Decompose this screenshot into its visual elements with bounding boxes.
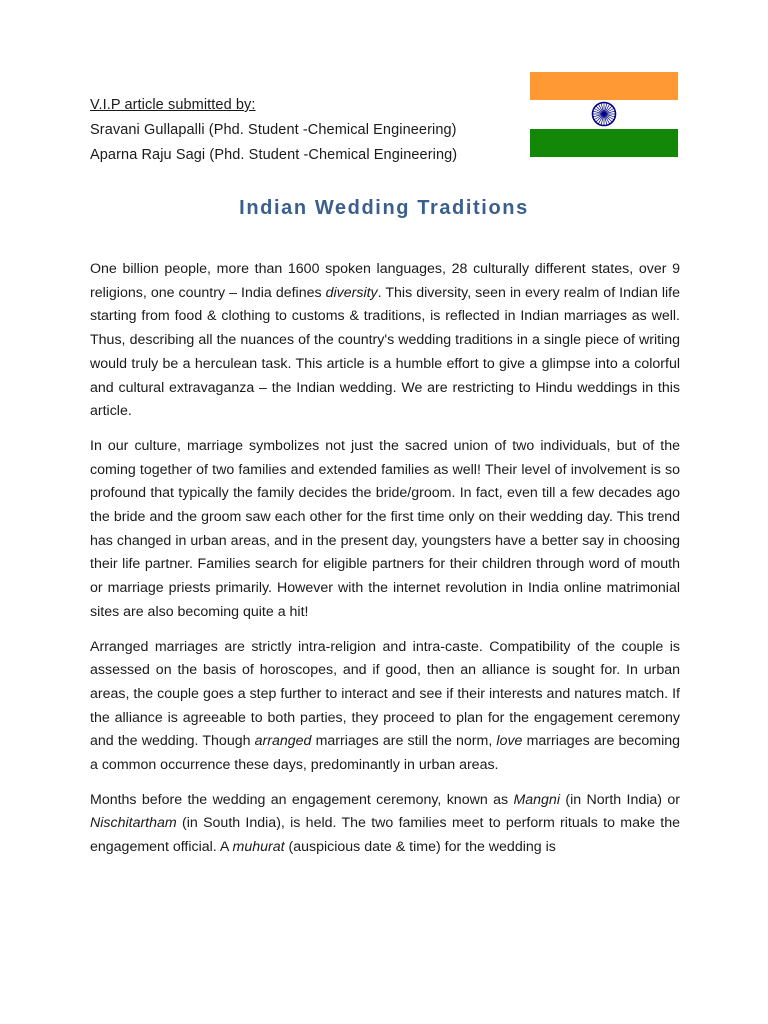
paragraph-1-text-a: One billion people, more than 1600 spoken languages, 28 culturally different states, over 9 religions, one country – India defines [90, 261, 680, 301]
paragraph-3-italic-love: love [496, 733, 523, 750]
flag-saffron-band [530, 72, 678, 100]
paragraph-4-italic-nischitartham: Nischitartham [90, 815, 177, 832]
paragraph-4-text-g: (auspicious date & time) for the wedding is [284, 839, 556, 856]
paragraph-4-italic-mangni: Mangni [513, 791, 560, 808]
paragraph-3-italic-arranged: arranged [254, 733, 312, 750]
author-line-1: Sravani Gullapalli (Phd. Student -Chemical Engineering) [90, 122, 457, 138]
article-body [90, 258, 680, 871]
paragraph-1-text-c: . This diversity, seen in every realm of Indian life starting from food & clothing to customs & traditions, is reflected in Indian marriages as well. Thus, describing all the nuances of the country's wedding traditions in a single piece of writing would truly be a herculean task. This article is a humble effort to give a glimpse into a colorful and cultural extravaganza – the Indian wedding. We are restricting to Hindu weddings in this article. [90, 284, 681, 420]
paragraph-2: In our culture, marriage symbolizes not just the sacred union of two individuals, but of the coming together of two families and extended families as well! Their level of involvement is so profound that typically the family decides the bride/groom. In fact, even till a few decades ago the bride and the groom saw each other for the first time only on their wedding day. This trend has changed in urban areas, and in the present day, youngsters have a better say in choosing their life partner. Families search for eligible partners for their children through word of mouth or marriage priests primarily. However with the internet revolution in India online matrimonial sites are also becoming quite a hit! [90, 437, 680, 620]
indian-flag-icon [530, 72, 678, 157]
flag-green-band [530, 129, 678, 157]
paragraph-3-text-e: marriages are becoming a common occurrence these days, predominantly in urban areas. [90, 733, 680, 774]
paragraph-4-text-e: (in South India), is held. The two families meet to perform rituals to make the engagement official. A [90, 815, 680, 856]
paragraph-4-text-c: (in North India) or [559, 791, 680, 808]
paragraph-3 [90, 636, 680, 778]
paragraph-4-italic-muhurat: muhurat [232, 839, 285, 856]
submitted-by-line: V.I.P article submitted by: [90, 97, 256, 113]
author-line-2: Aparna Raju Sagi (Phd. Student -Chemical Engineering) [90, 147, 458, 163]
paragraph-3-text-c: marriages are still the norm, [311, 733, 497, 750]
paragraph-1-italic-diversity: diversity [325, 284, 378, 301]
paragraph-1 [90, 258, 680, 424]
paragraph-4 [90, 789, 680, 860]
paragraph-3-text-a: Arranged marriages are strictly intra-religion and intra-caste. Compatibility of the couple is assessed on the basis of horoscopes, and if good, then an alliance is sought for. In urban areas, the couple goes a step further to interact and see if their interests and natures match. If the alliance is agreeable to both parties, they proceed to plan for the engagement ceremony and the wedding. Though [90, 638, 680, 750]
ashoka-chakra-icon [591, 101, 617, 127]
paragraph-4-text-a: Months before the wedding an engagement ceremony, known as [90, 791, 514, 808]
author-header [90, 93, 457, 168]
article-title: Indian Wedding Traditions [239, 197, 529, 219]
